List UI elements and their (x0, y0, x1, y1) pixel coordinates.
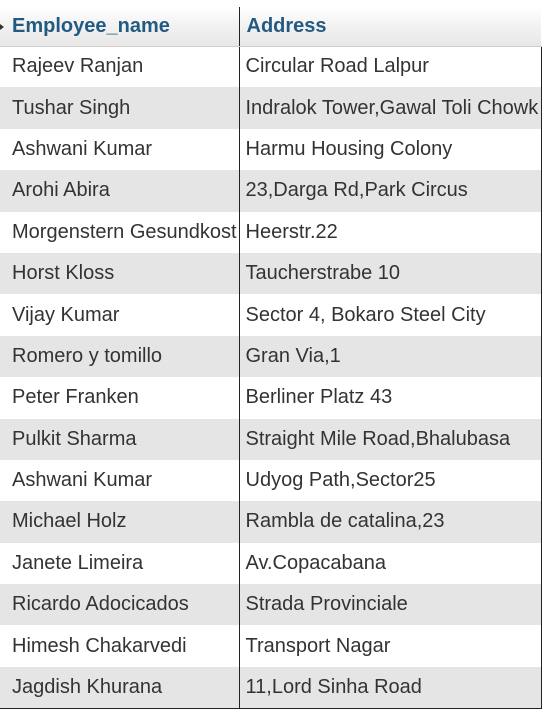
table-row[interactable] (0, 460, 541, 501)
table-row[interactable] (0, 294, 541, 335)
cell-employee-name[interactable]: Romero y tomillo (0, 336, 239, 377)
header-row (0, 7, 541, 46)
cell-address[interactable]: Strada Provinciale (239, 584, 541, 625)
cell-address[interactable]: Rambla de catalina,23 (239, 501, 541, 542)
cell-employee-name[interactable]: Janete Limeira (0, 543, 239, 584)
table-row[interactable] (0, 501, 541, 542)
cell-address[interactable]: 11,Lord Sinha Road (239, 667, 541, 708)
table-row[interactable] (0, 419, 541, 460)
cell-address[interactable]: Harmu Housing Colony (239, 129, 541, 170)
results-table (0, 7, 542, 709)
cell-employee-name[interactable]: Ashwani Kumar (0, 460, 239, 501)
table-row[interactable] (0, 253, 541, 294)
column-header-label: Employee_name (12, 14, 170, 37)
cell-employee-name[interactable]: Ricardo Adocicados (0, 584, 239, 625)
cell-address[interactable]: Av.Copacabana (239, 543, 541, 584)
sort-arrow-icon (0, 24, 4, 30)
cell-employee-name[interactable]: Horst Kloss (0, 253, 239, 294)
results-table-container (0, 7, 541, 709)
cell-employee-name[interactable]: Arohi Abira (0, 170, 239, 211)
table-row[interactable] (0, 336, 541, 377)
cell-employee-name[interactable]: Michael Holz (0, 501, 239, 542)
cell-employee-name[interactable]: Pulkit Sharma (0, 419, 239, 460)
cell-employee-name[interactable]: Himesh Chakarvedi (0, 625, 239, 666)
cell-address[interactable]: Transport Nagar (239, 625, 541, 666)
table-header (0, 7, 541, 46)
cell-address[interactable]: Straight Mile Road,Bhalubasa (239, 419, 541, 460)
table-row[interactable] (0, 584, 541, 625)
cell-employee-name[interactable]: Peter Franken (0, 377, 239, 418)
cell-address[interactable]: Indralok Tower,Gawal Toli Chowk (239, 87, 541, 128)
cell-address[interactable]: Berliner Platz 43 (239, 377, 541, 418)
cell-address[interactable]: Udyog Path,Sector25 (239, 460, 541, 501)
cell-address[interactable]: Sector 4, Bokaro Steel City (239, 294, 541, 335)
table-row[interactable] (0, 212, 541, 253)
table-row[interactable] (0, 170, 541, 211)
cell-employee-name[interactable]: Rajeev Ranjan (0, 46, 239, 87)
cell-employee-name[interactable]: Vijay Kumar (0, 294, 239, 335)
column-header-employee-name[interactable] (0, 7, 239, 46)
table-row[interactable] (0, 543, 541, 584)
cell-employee-name[interactable]: Jagdish Khurana (0, 667, 239, 708)
column-header-address[interactable] (239, 7, 541, 46)
cell-address[interactable]: 23,Darga Rd,Park Circus (239, 170, 541, 211)
cell-address[interactable]: Taucherstrabe 10 (239, 253, 541, 294)
table-row[interactable] (0, 87, 541, 128)
table-row[interactable] (0, 625, 541, 666)
cell-address[interactable]: Gran Via,1 (239, 336, 541, 377)
cell-employee-name[interactable]: Ashwani Kumar (0, 129, 239, 170)
cell-employee-name[interactable]: Tushar Singh (0, 87, 239, 128)
table-row[interactable] (0, 377, 541, 418)
table-body (0, 46, 541, 708)
table-row[interactable] (0, 667, 541, 708)
cell-address[interactable]: Heerstr.22 (239, 212, 541, 253)
table-row[interactable] (0, 46, 541, 87)
column-header-label: Address (246, 14, 327, 37)
cell-address[interactable]: Circular Road Lalpur (239, 46, 541, 87)
table-row[interactable] (0, 129, 541, 170)
cell-employee-name[interactable]: Morgenstern Gesundkost (0, 212, 239, 253)
